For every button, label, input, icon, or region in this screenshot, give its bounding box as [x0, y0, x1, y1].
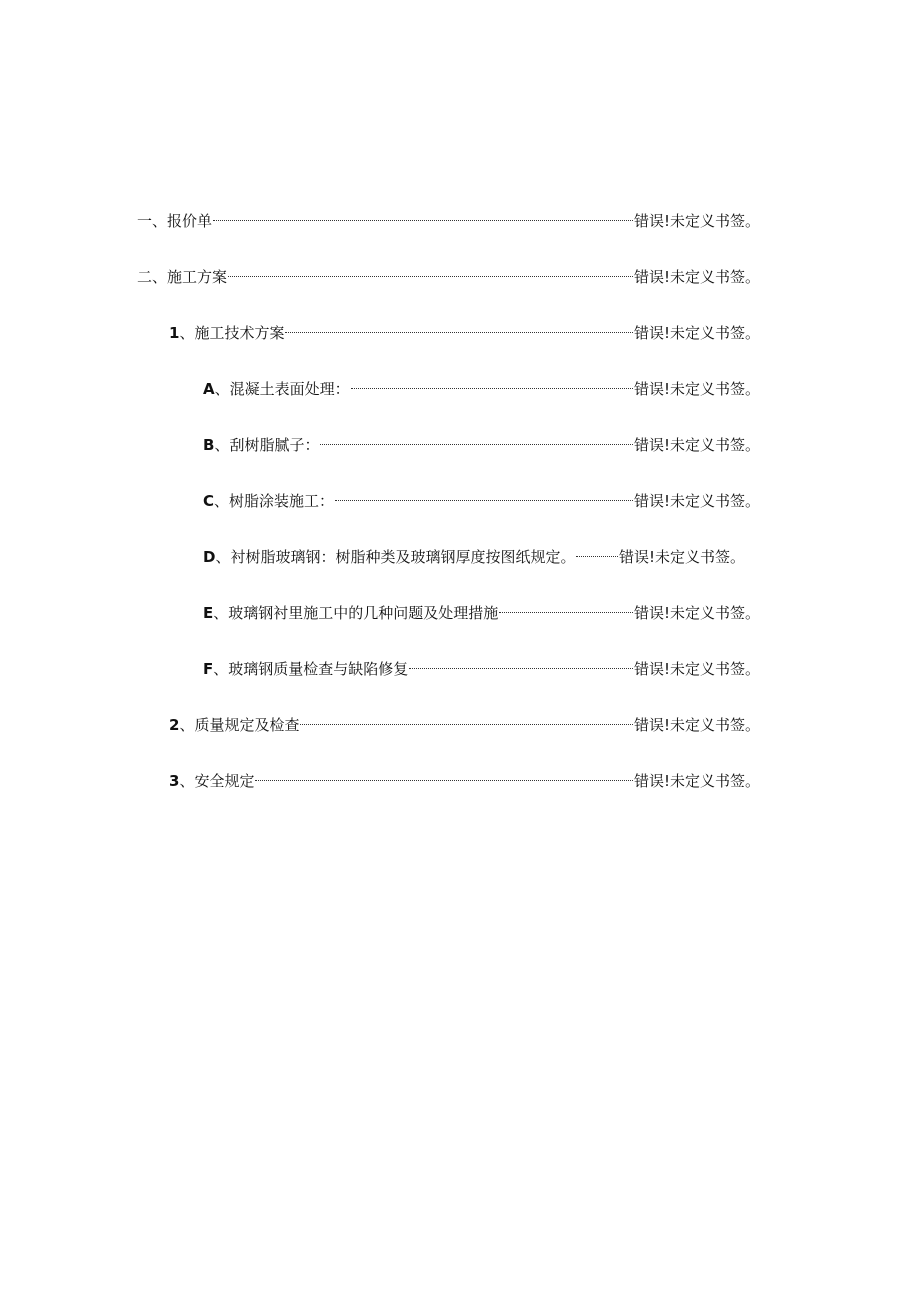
toc-entry-2-zhiliang-guiding[interactable]	[169, 710, 760, 735]
toc-entry-b-guashuzhi[interactable]	[203, 430, 760, 455]
toc-entry-page-ref: 错误!未定义书签。	[633, 324, 760, 342]
toc-entry-number: 二	[137, 268, 153, 286]
toc-entry-page-ref: 错误!未定义书签。	[633, 268, 760, 286]
toc-entry-title: 玻璃钢衬里施工中的几种问题及处理措施	[228, 604, 499, 622]
toc-entry-number: 1	[169, 324, 180, 342]
toc-entry-page-ref: 错误!未定义书签。	[633, 212, 760, 230]
toc-entry-separator: 、	[179, 324, 195, 342]
toc-entry-title: 玻璃钢质量检查与缺陷修复	[228, 660, 409, 678]
toc-entry-number: D	[203, 548, 216, 566]
toc-entry-page-ref: 错误!未定义书签。	[633, 492, 760, 510]
toc-entry-separator: 、	[214, 492, 230, 510]
toc-entry-page-ref: 错误!未定义书签。	[618, 548, 745, 566]
toc-entry-page-ref: 错误!未定义书签。	[633, 772, 760, 790]
toc-dot-leader	[320, 430, 633, 450]
toc-entry-title: 施工方案	[167, 268, 228, 286]
toc-entry-separator: 、	[213, 660, 229, 678]
toc-dot-leader	[213, 206, 633, 226]
toc-entry-title: 衬树脂玻璃钢：树脂种类及玻璃钢厚度按图纸规定。	[230, 548, 576, 566]
toc-entry-title: 混凝土表面处理：	[229, 380, 350, 398]
toc-entry-separator: 、	[179, 716, 195, 734]
toc-entry-number: 2	[169, 716, 180, 734]
toc-entry-page-ref: 错误!未定义书签。	[633, 660, 760, 678]
toc-entry-shigong-fangan[interactable]	[137, 262, 760, 287]
toc-entry-number: 一	[137, 212, 153, 230]
toc-entry-separator: 、	[214, 380, 230, 398]
toc-dot-leader	[228, 262, 633, 282]
toc-dot-leader	[285, 318, 633, 338]
toc-entry-page-ref: 错误!未定义书签。	[633, 716, 760, 734]
toc-entry-title: 施工技术方案	[194, 324, 285, 342]
toc-entry-title: 刮树脂腻子：	[229, 436, 320, 454]
toc-entry-1-jishu-fangan[interactable]	[169, 318, 760, 343]
toc-entry-number: B	[203, 436, 215, 454]
toc-entry-number: F	[203, 660, 214, 678]
toc-entry-number: E	[203, 604, 214, 622]
toc-entry-baojiadan[interactable]	[137, 206, 760, 231]
toc-dot-leader	[576, 542, 618, 562]
toc-entry-a-hunningtu[interactable]	[203, 374, 760, 399]
toc-dot-leader	[335, 486, 633, 506]
toc-entry-page-ref: 错误!未定义书签。	[633, 604, 760, 622]
toc-entry-separator: 、	[179, 772, 195, 790]
toc-entry-number: 3	[169, 772, 180, 790]
toc-entry-separator: 、	[214, 436, 230, 454]
toc-dot-leader	[409, 654, 633, 674]
toc-dot-leader	[255, 766, 633, 786]
toc-entry-3-anquan-guiding[interactable]	[169, 766, 760, 791]
toc-entry-separator: 、	[152, 212, 168, 230]
toc-entry-title: 安全规定	[194, 772, 255, 790]
toc-dot-leader	[499, 598, 633, 618]
toc-dot-leader	[300, 710, 633, 730]
toc-entry-f-zhiliang-xiufu[interactable]	[203, 654, 760, 679]
toc-entry-d-boligang[interactable]	[203, 542, 745, 567]
toc-entry-title: 报价单	[167, 212, 213, 230]
toc-entry-number: C	[203, 492, 215, 510]
toc-entry-page-ref: 错误!未定义书签。	[633, 380, 760, 398]
toc-entry-number: A	[203, 380, 215, 398]
toc-entry-separator: 、	[215, 548, 231, 566]
toc-entry-page-ref: 错误!未定义书签。	[633, 436, 760, 454]
toc-entry-e-wenti-cuoshi[interactable]	[203, 598, 760, 623]
toc-entry-c-tuzhuang[interactable]	[203, 486, 760, 511]
toc-entry-separator: 、	[213, 604, 229, 622]
toc-entry-title: 树脂涂装施工：	[229, 492, 335, 510]
toc-entry-title: 质量规定及检查	[194, 716, 300, 734]
toc-entry-separator: 、	[152, 268, 168, 286]
toc-dot-leader	[351, 374, 633, 394]
